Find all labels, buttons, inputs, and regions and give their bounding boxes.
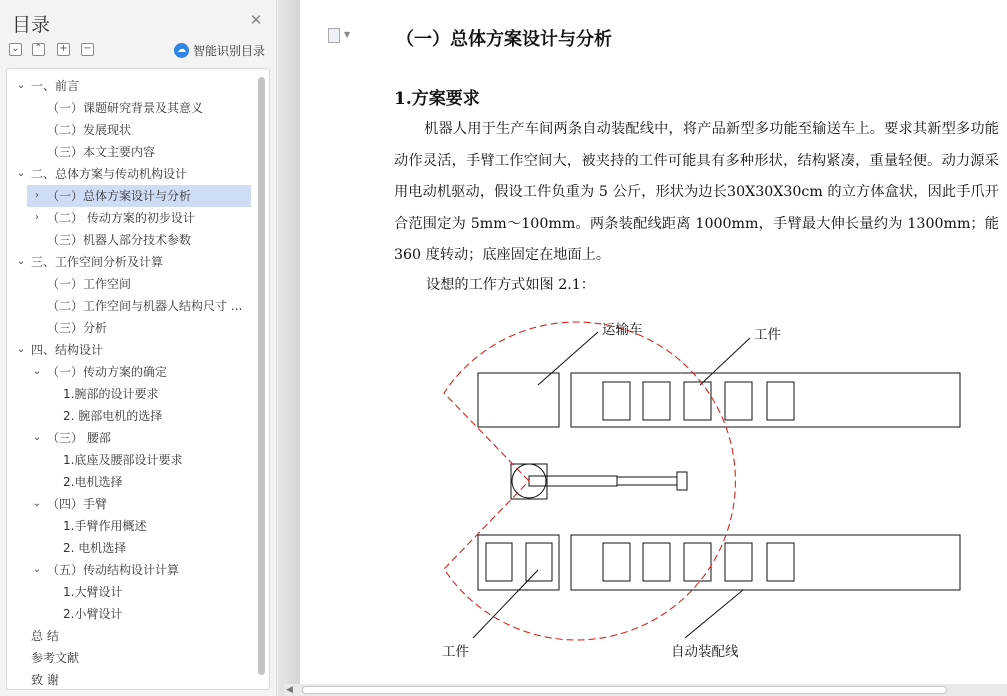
toc-item-label: 2.电机选择 (63, 475, 123, 489)
document-icon[interactable] (328, 28, 340, 43)
chevron-down-icon[interactable] (31, 119, 43, 141)
assembly-line-top (571, 373, 960, 427)
toc-item[interactable] (7, 625, 255, 647)
chevron-down-icon[interactable] (31, 229, 43, 251)
toc-item-label: 2. 电机选择 (63, 541, 127, 555)
toc-item[interactable] (7, 471, 255, 493)
toc-item[interactable] (7, 669, 255, 690)
toc-item-label: （一）传动方案的确定 (47, 365, 168, 379)
toc-item[interactable] (7, 97, 255, 119)
toc-item[interactable] (7, 229, 255, 251)
chevron-down-icon[interactable] (31, 141, 43, 163)
toc-item-label: （一）课题研究背景及其意义 (47, 101, 204, 115)
chevron-down-icon[interactable]: ⌄ (32, 564, 42, 575)
toc-item[interactable] (27, 185, 251, 207)
chevron-down-icon[interactable] (15, 647, 27, 669)
toc-item[interactable] (7, 581, 255, 603)
toc-item[interactable] (7, 119, 255, 141)
chevron-down-icon[interactable] (47, 383, 59, 405)
toc-item-label: 1.大臂设计 (63, 585, 123, 599)
toc-item-label: （五）传动结构设计计算 (47, 563, 180, 577)
body-paragraph-text: 机器人用于生产车间两条自动装配线中，将产品新型多功能至输送车上。要求其新型多功能动作灵活，手臂工作空间大，被夹持的工件可能具有多种形状，结构紧凑，重量轻便。动力源采用电动机驱动，假设工件负重为 5 公斤，形状为边长30X30X30cm 的立方体盒状，因此手爪开合范围定为 5mm～100mm。两条装配线距离 1000mm，手臂最大伸长量约为 1300mm；能 360 度转动；底座固定在地面上。 (394, 121, 999, 263)
close-icon[interactable]: ✕ (249, 11, 263, 29)
add-heading-button[interactable]: + (57, 43, 70, 56)
toc-item[interactable] (7, 537, 255, 559)
toc-item[interactable] (7, 603, 255, 625)
toc-item-label: （二）发展现状 (47, 123, 132, 137)
sidebar-title: 目录 (12, 14, 51, 36)
chevron-down-icon[interactable] (47, 603, 59, 625)
horizontal-scrollbar[interactable] (284, 684, 1007, 696)
chevron-down-icon[interactable]: ⌄ (16, 256, 26, 267)
chevron-down-icon[interactable] (47, 581, 59, 603)
toc-item-label: 三、工作空间分析及计算 (31, 255, 164, 269)
toc-item-label: （一）工作空间 (47, 277, 132, 291)
toc-list (7, 75, 255, 690)
chevron-down-icon[interactable] (47, 405, 59, 427)
toc-item[interactable] (7, 163, 255, 185)
toc-item[interactable] (7, 75, 255, 97)
collapse-all-button[interactable]: ⌄ (9, 43, 22, 56)
toc-item-label: （二） 传动方案的初步设计 (47, 211, 195, 225)
toc-item-label: （四）手臂 (47, 497, 108, 511)
workspace-figure (430, 310, 970, 670)
chevron-down-icon[interactable]: ⌄ (16, 344, 26, 355)
toc-item[interactable] (7, 339, 255, 361)
label-assembly-line: 自动装配线 (671, 644, 739, 660)
toc-item[interactable] (7, 361, 255, 383)
remove-heading-button[interactable]: − (81, 43, 94, 56)
figure-intro-text: 设想的工作方式如图 2.1： (426, 277, 595, 293)
toc-item-label: （三）机器人部分技术参数 (47, 233, 192, 247)
chevron-down-icon[interactable] (31, 273, 43, 295)
smart-toc-label: 智能识别目录 (193, 43, 266, 58)
label-transport-cart: 运输车 (602, 322, 643, 338)
chevron-down-icon[interactable] (15, 625, 27, 647)
smart-toc-button[interactable] (174, 41, 265, 59)
toc-item[interactable] (7, 317, 255, 339)
label-workpiece-bottom: 工件 (442, 644, 469, 660)
toc-item-label: 2. 腕部电机的选择 (63, 409, 163, 423)
workspace-arc (444, 322, 735, 640)
chevron-down-icon[interactable] (47, 471, 59, 493)
toc-item-label: 参考文献 (31, 651, 80, 665)
toc-item-label: 四、结构设计 (31, 343, 104, 357)
toc-item[interactable] (7, 207, 255, 229)
toc-item[interactable] (7, 273, 255, 295)
toc-item-label: （一）总体方案设计与分析 (47, 189, 192, 203)
workspace-diagram (430, 310, 970, 670)
chevron-down-icon[interactable]: ⌄ (16, 80, 26, 91)
chevron-down-icon[interactable] (47, 449, 59, 471)
chevron-down-icon[interactable] (31, 97, 43, 119)
chevron-down-icon[interactable]: ▼ (344, 30, 351, 39)
toc-item[interactable] (7, 559, 255, 581)
toc-sidebar (0, 0, 277, 696)
toc-item-label: 2.小臂设计 (63, 607, 123, 621)
toc-item[interactable] (7, 427, 255, 449)
toc-item-label: 一、前言 (31, 79, 80, 93)
toc-item[interactable] (7, 493, 255, 515)
toc-scrollbar[interactable] (258, 73, 266, 685)
chevron-down-icon[interactable]: ⌄ (32, 498, 42, 509)
page-gutter (278, 0, 300, 696)
toc-item[interactable] (7, 141, 255, 163)
section-heading: （一）总体方案设计与分析 (396, 29, 612, 50)
horizontal-scrollbar-thumb[interactable] (302, 686, 947, 694)
toc-item-label: 二、总体方案与传动机构设计 (31, 167, 188, 181)
toc-item-label: （三）分析 (47, 321, 108, 335)
subsection-heading: 1.方案要求 (394, 89, 480, 109)
chevron-right-icon[interactable]: › (35, 212, 39, 223)
toc-item-label: （三） 腰部 (47, 431, 111, 445)
transport-cart-top (478, 373, 559, 427)
chevron-right-icon[interactable]: › (35, 190, 39, 201)
chevron-down-icon[interactable] (47, 515, 59, 537)
toc-item[interactable] (7, 251, 255, 273)
cloud-icon: ☁ (174, 43, 189, 58)
toc-panel (6, 68, 270, 690)
toc-item-label: （三）本文主要内容 (47, 145, 156, 159)
chevron-down-icon[interactable] (47, 537, 59, 559)
scroll-left-icon[interactable]: ◀ (286, 685, 293, 695)
toc-item-label: 致 谢 (31, 673, 59, 687)
toc-item[interactable] (7, 405, 255, 427)
chevron-down-icon[interactable]: ⌄ (16, 168, 26, 179)
toc-item[interactable] (7, 295, 255, 317)
body-paragraph (394, 114, 999, 272)
chevron-down-icon[interactable] (31, 295, 43, 317)
toc-item-label: 1.底座及腰部设计要求 (63, 453, 183, 467)
toc-item[interactable] (7, 449, 255, 471)
chevron-down-icon[interactable]: ⌄ (32, 432, 42, 443)
label-workpiece-top: 工件 (754, 327, 781, 343)
expand-all-button[interactable]: ⌃ (32, 43, 45, 56)
toc-item[interactable] (7, 383, 255, 405)
chevron-down-icon[interactable] (15, 669, 27, 690)
document-page (300, 0, 1007, 684)
chevron-down-icon[interactable]: ⌄ (32, 366, 42, 377)
chevron-down-icon[interactable] (31, 317, 43, 339)
toc-item-label: 1.手臂作用概述 (63, 519, 147, 533)
toc-item[interactable] (7, 515, 255, 537)
toc-scrollbar-thumb[interactable] (258, 77, 265, 675)
toc-item-label: 总 结 (31, 629, 59, 643)
toc-item-label: 1.腕部的设计要求 (63, 387, 159, 401)
toc-item-label: （二）工作空间与机器人结构尺寸 ... (47, 299, 243, 313)
toc-item[interactable] (7, 647, 255, 669)
